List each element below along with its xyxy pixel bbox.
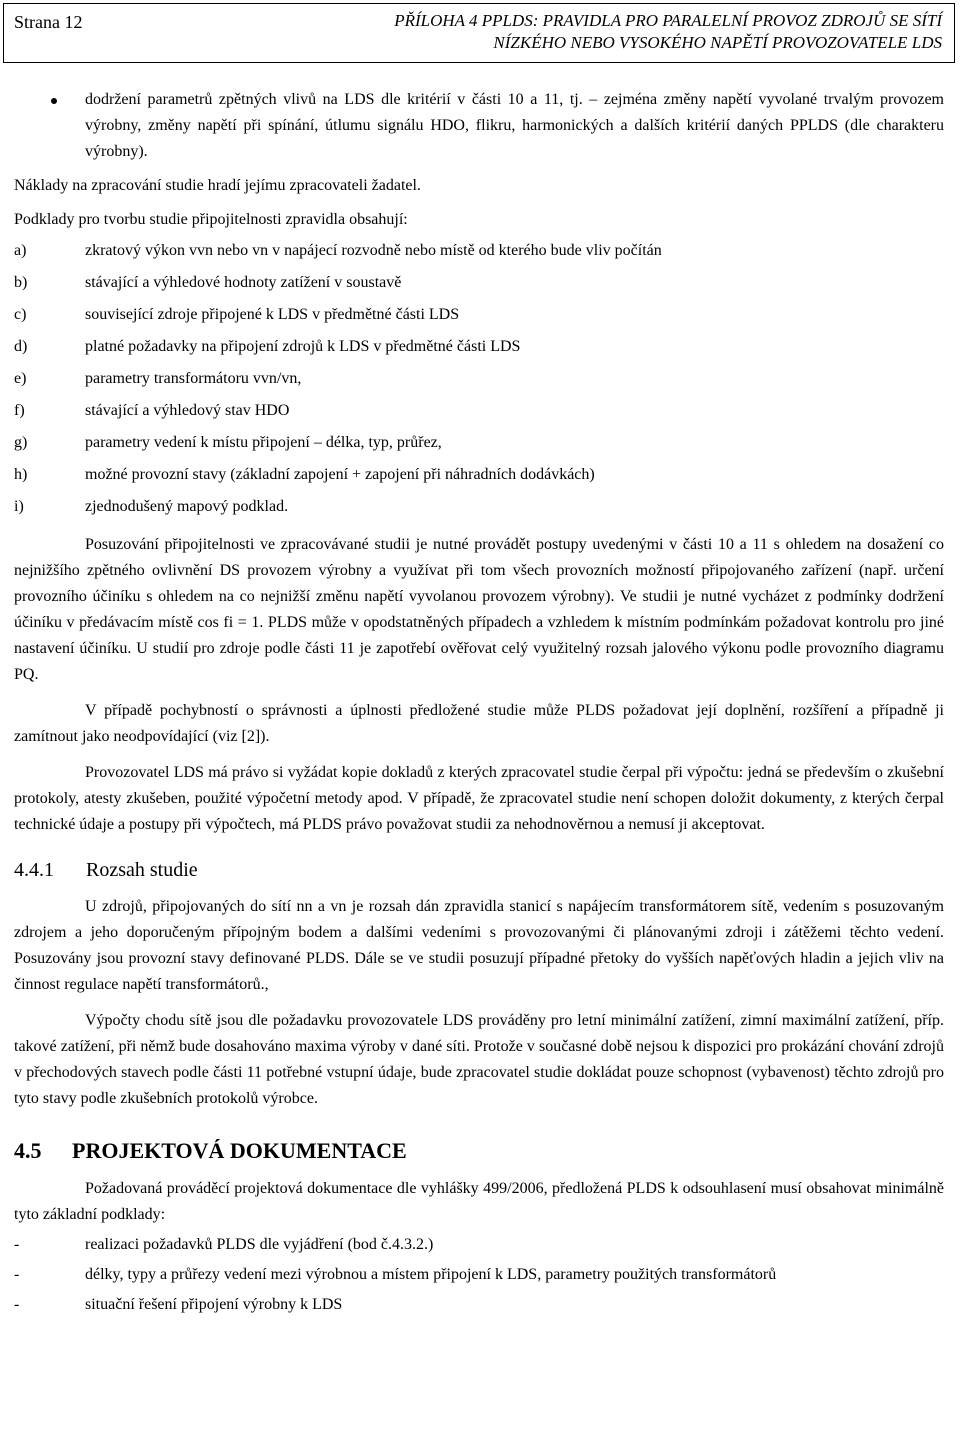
document-body [14,87,944,1318]
paragraph-scope: U zdrojů, připojovaných do sítí nn a vn je rozsah dán zpravidla stanicí s napájecím transformátorem sítě, vedením s posuzovaným zdrojem a jeho doporučeným přípojným bodem a dalšími vedeními s provozovanými či plánovanými zdroji i zátěžemi těchto vedení. Posuzovány jsou provozní stavy definované PLDS. Dále se ve studii posuzují případné přetoky do vyšších napěťových hladin a jejich vliv na činnost regulace napětí transformátorů., [14,898,944,993]
list-item [14,238,944,270]
documentation-list [14,1232,944,1318]
list-item [14,366,944,398]
paragraph-doubts: V případě pochybností o správnosti a úplnosti předložené studie může PLDS požadovat její doplnění, rozšíření a případně ji zamítnout jako neodpovídající (viz [2]). [14,702,944,745]
document-title-line-1: PŘÍLOHA 4 PPLDS: PRAVIDLA PRO PARALELNÍ PROVOZ ZDROJŮ SE SÍTÍ [394,11,942,30]
costs-note: Náklady na zpracování studie hradí jejímu zpracovateli žadatel. [14,177,421,194]
list-item [14,430,944,462]
list-item [14,462,944,494]
list-text: možné provozní stavy (základní zapojení + zapojení při náhradních dodávkách) [85,466,595,483]
list-text: zkratový výkon vvn nebo vn v napájecí rozvodně nebo místě od kterého bude vliv počítán [85,242,662,259]
bullet-text: dodržení parametrů zpětných vlivů na LDS dle kritérií v části 10 a 11, tj. – zejména změny napětí vyvolané trvalým provozem výrobny, změny napětí při spínání, útlumu signálu HDO, flikru, harmonických a dalších kritérií daných PPLDS (dle charakteru výrobny). [85,91,944,160]
paragraph-documentation-intro: Požadovaná prováděcí projektová dokumentace dle vyhlášky 499/2006, předložená PLDS k odsouhlasení musí obsahovat minimálně tyto základní podklady: [14,1180,944,1223]
list-marker: a) [14,242,27,259]
list-item [14,334,944,366]
page-header [3,3,955,63]
section-number: 4.4.1 [14,859,54,881]
basis-intro: Podklady pro tvorbu studie připojitelnosti zpravidla obsahují: [14,211,408,228]
paragraph-documents: Provozovatel LDS má právo si vyžádat kopie dokladů z kterých zpracovatel studie čerpal při výpočtu: jedná se především o zkušební protokoly, atesty zkušeben, použité výpočetní metody apod. V případě, že zpracovatel studie není schopen doložit dokumenty, z kterých čerpal technické údaje a postupy při výpočtech, má PLDS právo považovat studii za nehodnověrnou a nemusí ji akceptovat. [14,764,944,833]
list-marker: g) [14,434,28,451]
paragraph-assessment: Posuzování připojitelnosti ve zpracovávané studii je nutné provádět postupy uvedenými v části 10 a 11 s ohledem na dosažení co nejnižšího zpětného ovlivnění DS provozem výrobny a využívat při tom všech provozních možností připojovaného zařízení (např. určení provozního účiníku s ohledem na co nejnižší změnu napětí vyvolanou provozem výrobny). Ve studii je nutné vycházet z podmínky dodržení účiníku v předávacím místě cos fi = 1. PLDS může v opodstatněných případech a vzhledem k místním podmínkám požadovat kontrolu pro jiné nastavení účiníku. U studií pro zdroje podle části 11 je zapotřebí ověřovat celý využitelný rozsah jalového výkonu podle provozního diagramu PQ. [14,536,944,683]
list-text: parametry vedení k místu připojení – délka, typ, průřez, [85,434,442,451]
section-heading-441 [14,856,944,884]
list-item [14,270,944,302]
bullet-item [14,87,944,165]
section-title: Rozsah studie [86,859,198,881]
document-title-line-2: NÍZKÉHO NEBO VYSOKÉHO NAPĚTÍ PROVOZOVATELE LDS [493,33,942,52]
list-text: realizaci požadavků PLDS dle vyjádření (bod č.4.3.2.) [85,1236,434,1253]
list-text: zjednodušený mapový podklad. [85,498,289,515]
list-text: stávající a výhledové hodnoty zatížení v soustavě [85,274,402,291]
list-item [14,398,944,430]
list-text: parametry transformátoru vvn/vn, [85,370,302,387]
list-item [14,1262,944,1288]
list-text: stávající a výhledový stav HDO [85,402,290,419]
list-marker: i) [14,498,24,515]
list-marker: c) [14,306,27,323]
list-item [14,302,944,334]
list-marker: - [14,1236,20,1253]
list-marker: e) [14,370,27,387]
basis-list [14,238,944,526]
list-marker: d) [14,338,28,355]
list-marker: f) [14,402,25,419]
list-item [14,1292,944,1318]
page-number: Strana 12 [14,12,83,32]
list-marker: h) [14,466,28,483]
document-title [222,10,942,54]
list-marker: - [14,1296,20,1313]
section-title: PROJEKTOVÁ DOKUMENTACE [72,1138,407,1163]
list-text: platné požadavky na připojení zdrojů k LDS v předmětné části LDS [85,338,521,355]
list-text: délky, typy a průřezy vedení mezi výrobnou a místem připojení k LDS, parametry použitých transformátorů [85,1266,777,1283]
section-heading-45 [14,1136,944,1166]
section-number: 4.5 [14,1138,42,1163]
list-text: situační řešení připojení výrobny k LDS [85,1296,343,1313]
list-marker: b) [14,274,28,291]
list-text: související zdroje připojené k LDS v předmětné části LDS [85,306,460,323]
list-marker: - [14,1266,20,1283]
list-item [14,494,944,526]
paragraph-calculations: Výpočty chodu sítě jsou dle požadavku provozovatele LDS prováděny pro letní minimální zatížení, zimní maximální zatížení, příp. takové zatížení, při němž bude dosahováno maxima výroby v dané síti. Protože v současné době nejsou k dispozici pro prokázání chování zdrojů v přechodových stavech podle části 11 potřebné vstupní údaje, bude zpracovatel studie dokládat pouze schopnost (vybavenost) těchto zdrojů pro tyto stavy podle zkušebních protokolů výrobce. [14,1012,944,1107]
list-item [14,1232,944,1258]
bullet-dot-icon [51,98,57,104]
